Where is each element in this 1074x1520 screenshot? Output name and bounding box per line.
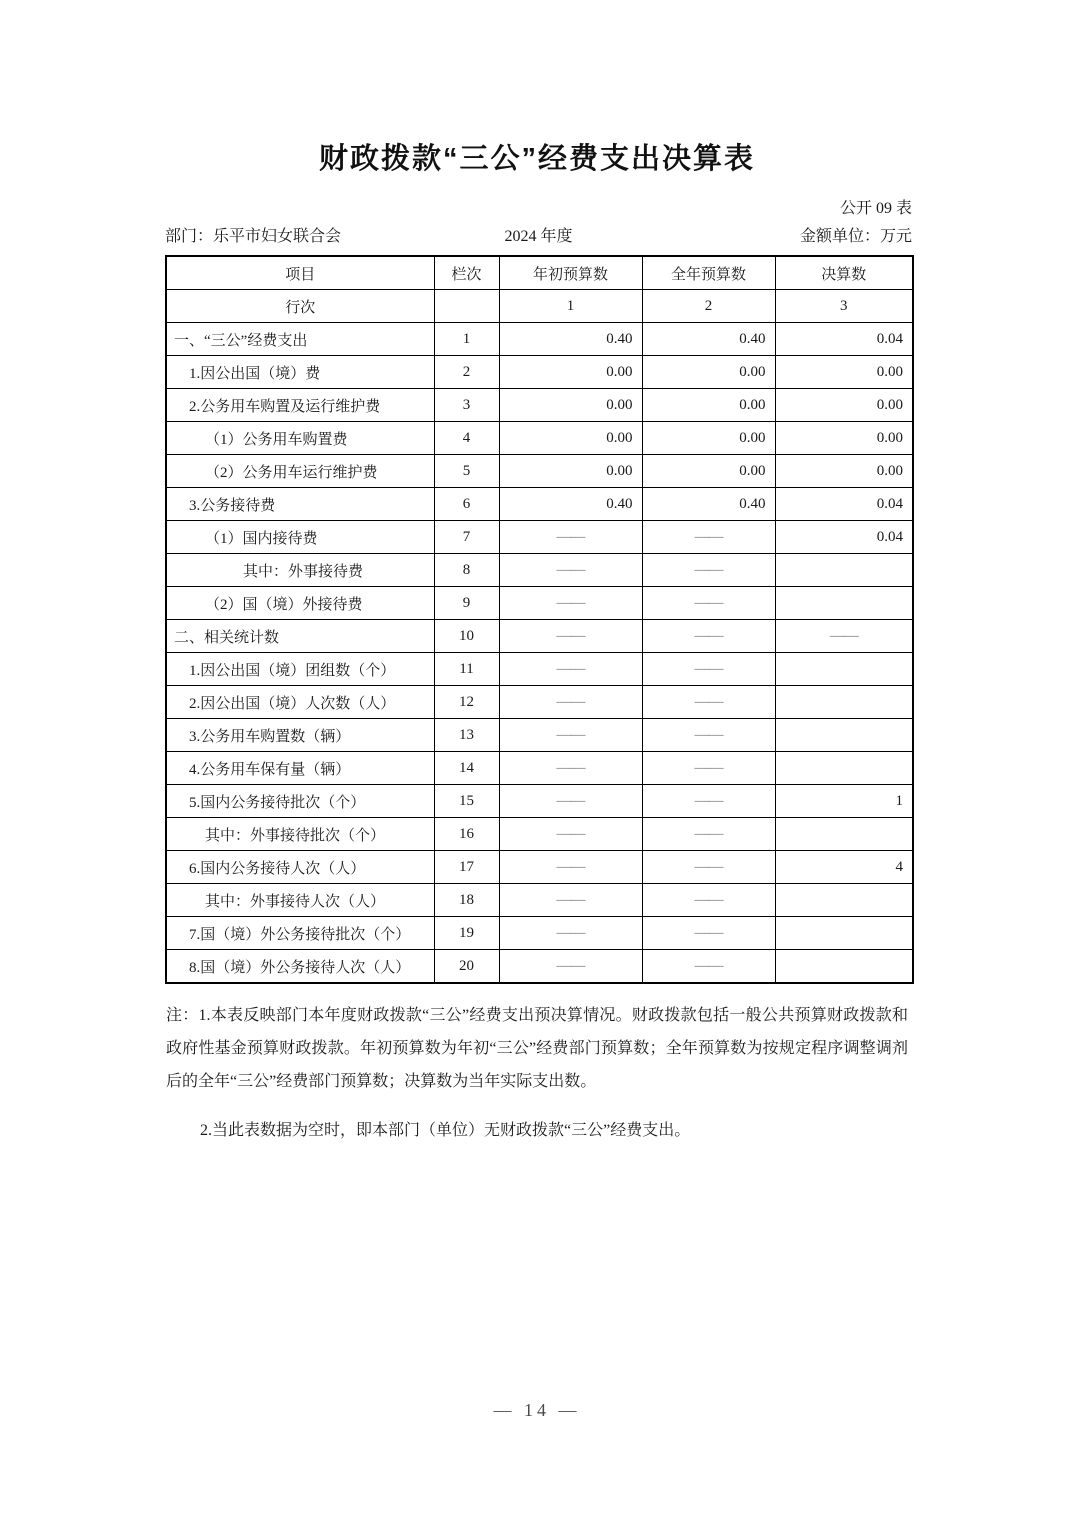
fiscal-year-label: 2024 年度 bbox=[504, 228, 573, 245]
amount-unit-label: 金额单位：万元 bbox=[800, 228, 913, 245]
cell-annual-budget: 0.40 bbox=[642, 323, 775, 356]
cell-final-accounts: 0.00 bbox=[775, 356, 913, 389]
table-row bbox=[166, 422, 913, 455]
table-row bbox=[166, 356, 913, 389]
cell-final-accounts: —— bbox=[775, 620, 913, 653]
note-1: 注：1.本表反映部门本年度财政拨款“三公”经费支出预决算情况。财政拨款包括一般公共预算财政拨款和政府性基金预算财政拨款。年初预算数为年初“三公”经费部门预算数；全年预算数为按规定程序调整调剂后的全年“三公”经费部门预算数；决算数为当年实际支出数。 bbox=[166, 1007, 908, 1090]
cell-annual-budget: —— bbox=[642, 653, 775, 686]
cell-annual-budget: —— bbox=[642, 851, 775, 884]
row-label: 2.公务用车购置及运行维护费 bbox=[166, 389, 434, 422]
cell-annual-budget: —— bbox=[642, 752, 775, 785]
row-line-no: 17 bbox=[434, 851, 499, 884]
cell-initial-budget: 0.40 bbox=[499, 488, 642, 521]
row-line-no: 4 bbox=[434, 422, 499, 455]
cell-initial-budget: —— bbox=[499, 653, 642, 686]
cell-annual-budget: 0.00 bbox=[642, 389, 775, 422]
cell-final-accounts bbox=[775, 818, 913, 851]
cell-initial-budget: —— bbox=[499, 587, 642, 620]
row-label: 6.国内公务接待人次（人） bbox=[166, 851, 434, 884]
line-number-row bbox=[166, 290, 913, 323]
row-label: 其中：外事接待费 bbox=[166, 554, 434, 587]
cell-final-accounts: 1 bbox=[775, 785, 913, 818]
row-line-no: 5 bbox=[434, 455, 499, 488]
cell-annual-budget: —— bbox=[642, 521, 775, 554]
cell-initial-budget: —— bbox=[499, 917, 642, 950]
row-line-no: 14 bbox=[434, 752, 499, 785]
cell-annual-budget: —— bbox=[642, 554, 775, 587]
line-row-col2: 2 bbox=[642, 290, 775, 323]
table-row bbox=[166, 752, 913, 785]
cell-annual-budget: 0.40 bbox=[642, 488, 775, 521]
cell-initial-budget: —— bbox=[499, 521, 642, 554]
table-row bbox=[166, 587, 913, 620]
line-row-blank-cell bbox=[434, 290, 499, 323]
department-label: 部门：乐平市妇女联合会 bbox=[165, 228, 342, 245]
cell-initial-budget: —— bbox=[499, 818, 642, 851]
row-label: 2.因公出国（境）人次数（人） bbox=[166, 686, 434, 719]
cell-final-accounts: 0.04 bbox=[775, 323, 913, 356]
row-label: （1）国内接待费 bbox=[166, 521, 434, 554]
row-label: 1.因公出国（境）费 bbox=[166, 356, 434, 389]
cell-initial-budget: 0.00 bbox=[499, 356, 642, 389]
cell-initial-budget: —— bbox=[499, 620, 642, 653]
page-number: — 14 — bbox=[493, 1400, 581, 1420]
cell-initial-budget: —— bbox=[499, 785, 642, 818]
cell-final-accounts: 0.00 bbox=[775, 422, 913, 455]
cell-annual-budget: —— bbox=[642, 620, 775, 653]
note-2: 2.当此表数据为空时，即本部门（单位）无财政拨款“三公”经费支出。 bbox=[200, 1122, 691, 1139]
col-header-item: 项目 bbox=[166, 256, 434, 290]
header-row bbox=[166, 256, 913, 290]
row-line-no: 10 bbox=[434, 620, 499, 653]
cell-initial-budget: —— bbox=[499, 686, 642, 719]
cell-initial-budget: —— bbox=[499, 554, 642, 587]
cell-initial-budget: —— bbox=[499, 752, 642, 785]
row-label: 3.公务接待费 bbox=[166, 488, 434, 521]
cell-annual-budget: —— bbox=[642, 686, 775, 719]
row-line-no: 1 bbox=[434, 323, 499, 356]
line-row-col3: 3 bbox=[775, 290, 913, 323]
row-line-no: 6 bbox=[434, 488, 499, 521]
row-line-no: 16 bbox=[434, 818, 499, 851]
row-line-no: 20 bbox=[434, 950, 499, 984]
row-line-no: 13 bbox=[434, 719, 499, 752]
cell-final-accounts bbox=[775, 653, 913, 686]
cell-annual-budget: —— bbox=[642, 818, 775, 851]
table-row bbox=[166, 884, 913, 917]
cell-initial-budget: 0.00 bbox=[499, 455, 642, 488]
table-code-label: 公开 09 表 bbox=[839, 200, 912, 217]
cell-final-accounts bbox=[775, 950, 913, 984]
row-label: 4.公务用车保有量（辆） bbox=[166, 752, 434, 785]
table-row bbox=[166, 620, 913, 653]
row-label: 一、“三公”经费支出 bbox=[166, 323, 434, 356]
cell-final-accounts: 0.04 bbox=[775, 488, 913, 521]
row-line-no: 8 bbox=[434, 554, 499, 587]
cell-final-accounts bbox=[775, 752, 913, 785]
cell-final-accounts: 4 bbox=[775, 851, 913, 884]
row-line-no: 18 bbox=[434, 884, 499, 917]
three-public-expense-table bbox=[165, 255, 914, 984]
cell-final-accounts bbox=[775, 686, 913, 719]
table-row bbox=[166, 686, 913, 719]
row-line-no: 7 bbox=[434, 521, 499, 554]
col-header-column-no: 栏次 bbox=[434, 256, 499, 290]
table-meta-row bbox=[165, 223, 912, 246]
col-header-final-accounts: 决算数 bbox=[775, 256, 913, 290]
table-row bbox=[166, 389, 913, 422]
table-row bbox=[166, 554, 913, 587]
row-line-no: 11 bbox=[434, 653, 499, 686]
cell-annual-budget: 0.00 bbox=[642, 455, 775, 488]
table-row bbox=[166, 719, 913, 752]
row-label: 3.公务用车购置数（辆） bbox=[166, 719, 434, 752]
table-row bbox=[166, 785, 913, 818]
row-line-no: 9 bbox=[434, 587, 499, 620]
row-label: 1.因公出国（境）团组数（个） bbox=[166, 653, 434, 686]
table-row bbox=[166, 818, 913, 851]
row-label: 5.国内公务接待批次（个） bbox=[166, 785, 434, 818]
col-header-annual-budget: 全年预算数 bbox=[642, 256, 775, 290]
cell-annual-budget: —— bbox=[642, 587, 775, 620]
row-line-no: 12 bbox=[434, 686, 499, 719]
table-row bbox=[166, 488, 913, 521]
table-row bbox=[166, 851, 913, 884]
table-row bbox=[166, 323, 913, 356]
col-header-initial-budget: 年初预算数 bbox=[499, 256, 642, 290]
cell-final-accounts: 0.00 bbox=[775, 389, 913, 422]
row-label: 7.国（境）外公务接待批次（个） bbox=[166, 917, 434, 950]
table-row bbox=[166, 653, 913, 686]
cell-annual-budget: —— bbox=[642, 917, 775, 950]
cell-annual-budget: 0.00 bbox=[642, 422, 775, 455]
row-label: （1）公务用车购置费 bbox=[166, 422, 434, 455]
row-label: 其中：外事接待批次（个） bbox=[166, 818, 434, 851]
cell-final-accounts: 0.00 bbox=[775, 455, 913, 488]
cell-initial-budget: —— bbox=[499, 719, 642, 752]
cell-initial-budget: 0.00 bbox=[499, 389, 642, 422]
row-label: 其中：外事接待人次（人） bbox=[166, 884, 434, 917]
table-row bbox=[166, 521, 913, 554]
cell-annual-budget: —— bbox=[642, 950, 775, 984]
table-row bbox=[166, 950, 913, 984]
cell-initial-budget: —— bbox=[499, 851, 642, 884]
row-line-no: 3 bbox=[434, 389, 499, 422]
cell-final-accounts bbox=[775, 719, 913, 752]
page-title: 财政拨款“三公”经费支出决算表 bbox=[318, 143, 755, 175]
cell-annual-budget: 0.00 bbox=[642, 356, 775, 389]
cell-final-accounts: 0.04 bbox=[775, 521, 913, 554]
cell-initial-budget: —— bbox=[499, 884, 642, 917]
table-notes bbox=[166, 999, 908, 1147]
table-row bbox=[166, 455, 913, 488]
row-line-no: 15 bbox=[434, 785, 499, 818]
line-row-col1: 1 bbox=[499, 290, 642, 323]
row-label: 8.国（境）外公务接待人次（人） bbox=[166, 950, 434, 984]
row-label: （2）公务用车运行维护费 bbox=[166, 455, 434, 488]
cell-final-accounts bbox=[775, 587, 913, 620]
line-row-label: 行次 bbox=[166, 290, 434, 323]
cell-initial-budget: —— bbox=[499, 950, 642, 984]
cell-final-accounts bbox=[775, 917, 913, 950]
cell-annual-budget: —— bbox=[642, 884, 775, 917]
row-line-no: 2 bbox=[434, 356, 499, 389]
row-label: （2）国（境）外接待费 bbox=[166, 587, 434, 620]
cell-annual-budget: —— bbox=[642, 785, 775, 818]
table-row bbox=[166, 917, 913, 950]
cell-final-accounts bbox=[775, 884, 913, 917]
cell-initial-budget: 0.00 bbox=[499, 422, 642, 455]
row-line-no: 19 bbox=[434, 917, 499, 950]
cell-initial-budget: 0.40 bbox=[499, 323, 642, 356]
row-label: 二、相关统计数 bbox=[166, 620, 434, 653]
cell-annual-budget: —— bbox=[642, 719, 775, 752]
cell-final-accounts bbox=[775, 554, 913, 587]
